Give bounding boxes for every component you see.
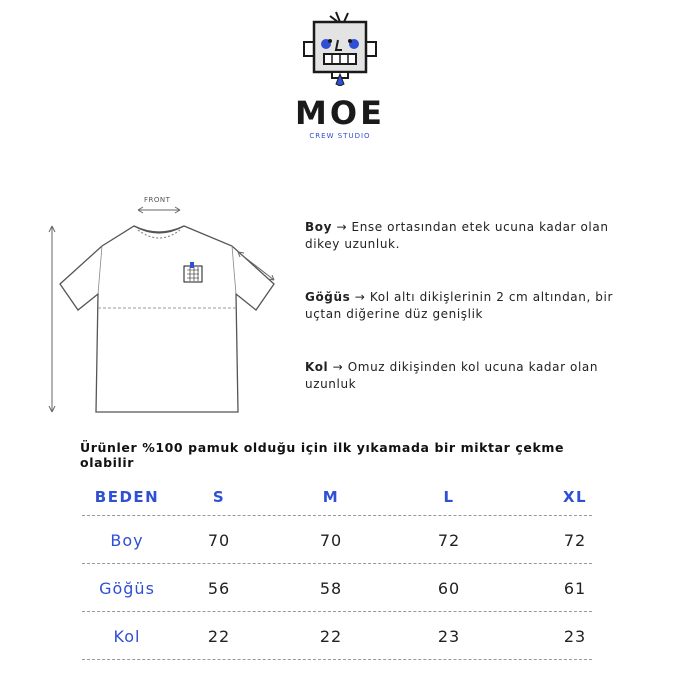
table-row [82, 612, 592, 660]
measurement-gogus [305, 289, 625, 323]
header-beden: BEDEN [94, 488, 160, 506]
header-size-l: L [443, 488, 455, 506]
size-table [82, 478, 592, 660]
table-cell: 72 [437, 530, 461, 550]
table-cell: 70 [319, 530, 343, 550]
measurement-term: Göğüs [305, 290, 351, 304]
header-size-m: M [322, 488, 340, 506]
measurement-term: Boy [305, 220, 333, 234]
arrow-icon: → [354, 290, 366, 304]
table-cell: 56 [207, 578, 231, 598]
table-cell: 22 [207, 626, 231, 646]
brand-mascot-logo [300, 10, 380, 86]
measurement-boy [305, 219, 625, 253]
front-label: FRONT [144, 196, 171, 204]
brand-subtitle: CREW STUDIO [309, 132, 371, 140]
shrinkage-note: Ürünler %100 pamuk olduğu için ilk yıkamada bir miktar çekme olabilir [80, 440, 565, 470]
measurement-term: Kol [305, 360, 329, 374]
measurement-text: Omuz dikişinden kol ucuna kadar olan uzunluk [305, 360, 599, 391]
table-cell: 22 [319, 626, 343, 646]
measurement-text: Kol altı dikişlerinin 2 cm altından, bir uçtan diğerine düz genişlik [305, 290, 613, 321]
measurement-text: Ense ortasından etek ucuna kadar olan dikey uzunluk. [305, 220, 609, 251]
header-size-xl: XL [562, 488, 588, 506]
row-label: Boy [110, 530, 144, 550]
table-cell: 60 [437, 578, 461, 598]
table-cell: 23 [563, 626, 587, 646]
arrow-icon: → [336, 220, 348, 234]
measurement-kol [305, 359, 625, 393]
table-cell: 61 [563, 578, 587, 598]
table-cell: 72 [563, 530, 587, 550]
tshirt-diagram [42, 190, 282, 430]
table-cell: 70 [207, 530, 231, 550]
table-cell: 58 [319, 578, 343, 598]
table-row [82, 564, 592, 612]
row-label: Göğüs [99, 578, 155, 598]
row-divider [82, 659, 592, 660]
table-cell: 23 [437, 626, 461, 646]
table-header-row [82, 478, 592, 516]
row-label: Kol [113, 626, 141, 646]
header-size-s: S [212, 488, 226, 506]
table-row [82, 516, 592, 564]
brand-name: MOE [295, 94, 385, 132]
arrow-icon: → [332, 360, 344, 374]
